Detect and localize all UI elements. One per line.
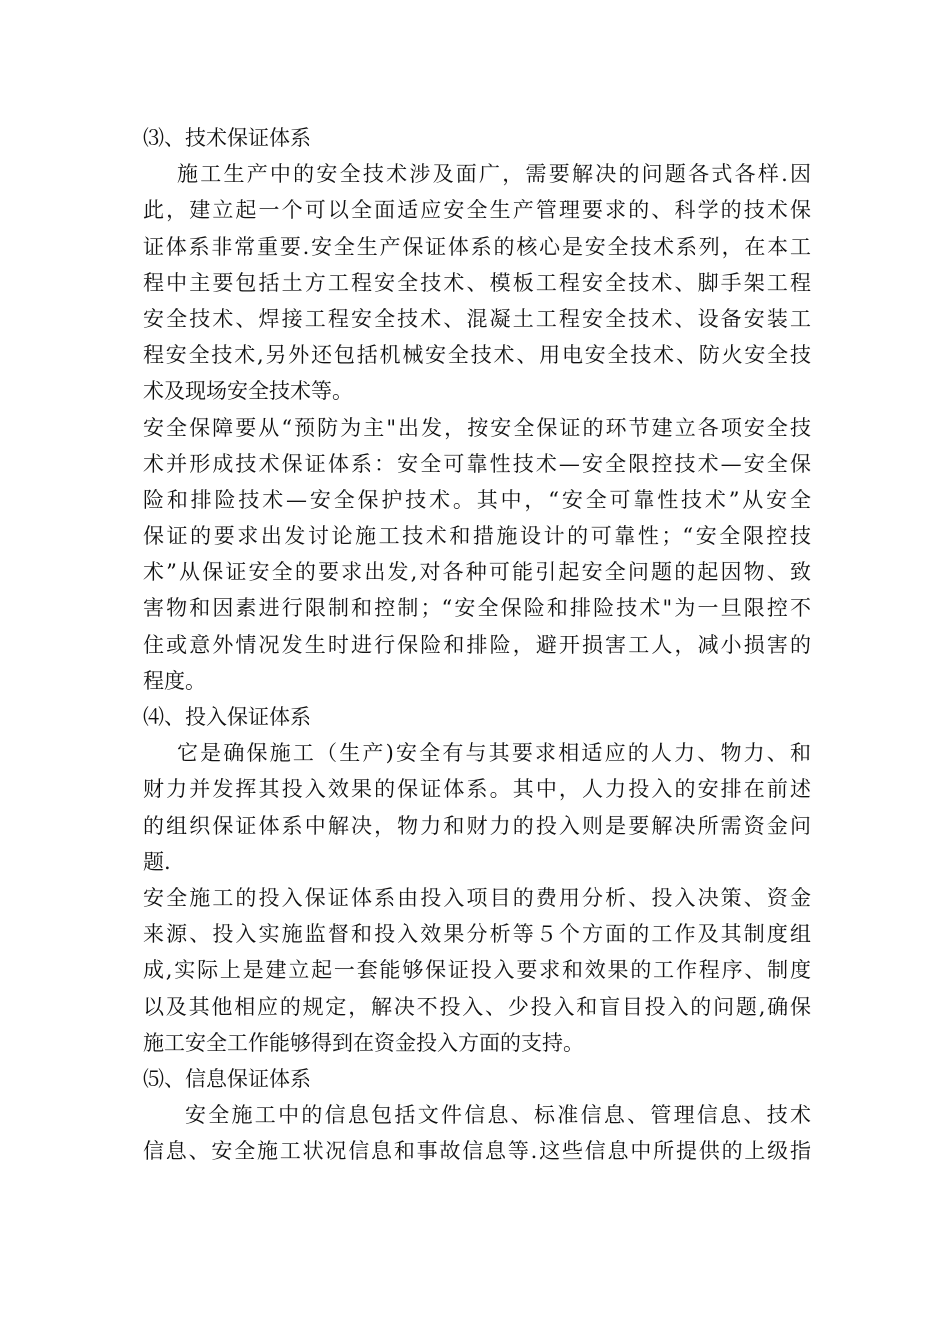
text-line: 术及现场安全技术等。: [143, 379, 353, 404]
text-line: 安全施工的投入保证体系由投入项目的费用分析、投入决策、资金: [143, 885, 811, 910]
text-line: 来源、投入实施监督和投入效果分析等５个方面的工作及其制度组: [143, 922, 811, 947]
text-line: 安全保障要从“预防为主"出发，按安全保证的环节建立各项安全技: [143, 415, 811, 440]
paragraph-4-1: [143, 735, 811, 880]
text-line: 此，建立起一个可以全面适应安全生产管理要求的、科学的技术保: [143, 198, 811, 223]
text-line: 安全技术、焊接工程安全技术、混凝土工程安全技术、设备安装工: [143, 306, 811, 331]
section-heading-3: ⑶、技术保证体系: [143, 126, 311, 150]
text-line: 安全施工中的信息包括文件信息、标准信息、管理信息、技术: [185, 1103, 811, 1128]
text-line: 害物和因素进行限制和控制；“安全保险和排险技术"为一旦限控不: [143, 596, 811, 621]
text-line: 保证的要求出发讨论施工技术和措施设计的可靠性；“安全限控技: [143, 524, 811, 549]
paragraph-3-1: [143, 156, 811, 409]
paragraph-4-2: [143, 880, 811, 1061]
text-line: 术并形成技术保证体系：安全可靠性技术—安全限控技术—安全保: [143, 451, 811, 476]
text-line: 证体系非常重要.安全生产保证体系的核心是安全技术系列，在本工: [143, 234, 811, 259]
text-line: 财力并发挥其投入效果的保证体系。其中，人力投入的安排在前述: [143, 777, 811, 802]
text-line: 施工生产中的安全技术涉及面广，需要解决的问题各式各样.因: [177, 162, 811, 187]
text-line: 程度。: [143, 668, 206, 693]
section-heading-4: ⑷、投入保证体系: [143, 705, 311, 729]
document-page: [143, 120, 811, 1169]
text-line: 它是确保施工（生产)安全有与其要求相适应的人力、物力、和: [177, 741, 811, 766]
text-line: 施工安全工作能够得到在资金投入方面的支持。: [143, 1030, 584, 1055]
text-line: 住或意外情况发生时进行保险和排险，避开损害工人，减小损害的: [143, 632, 811, 657]
text-line: 成,实际上是建立起一套能够保证投入要求和效果的工作程序、制度: [143, 958, 811, 983]
text-line: 程安全技术,另外还包括机械安全技术、用电安全技术、防火安全技: [143, 343, 811, 368]
text-line: 险和排险技术—安全保护技术。其中，“安全可靠性技术”从安全: [143, 487, 811, 512]
text-line: 题.: [143, 849, 171, 874]
text-line: 程中主要包括土方工程安全技术、模板工程安全技术、脚手架工程: [143, 270, 811, 295]
text-line: 信息、安全施工状况信息和事故信息等.这些信息中所提供的上级指: [143, 1139, 811, 1164]
paragraph-3-2: [143, 410, 811, 700]
paragraph-5-1: [143, 1097, 811, 1169]
text-line: 术”从保证安全的要求出发,对各种可能引起安全问题的起因物、致: [143, 560, 811, 585]
text-line: 以及其他相应的规定，解决不投入、少投入和盲目投入的问题,确保: [143, 994, 811, 1019]
section-heading-5: ⑸、信息保证体系: [143, 1066, 311, 1091]
text-line: 的组织保证体系中解决，物力和财力的投入则是要解决所需资金问: [143, 813, 811, 838]
